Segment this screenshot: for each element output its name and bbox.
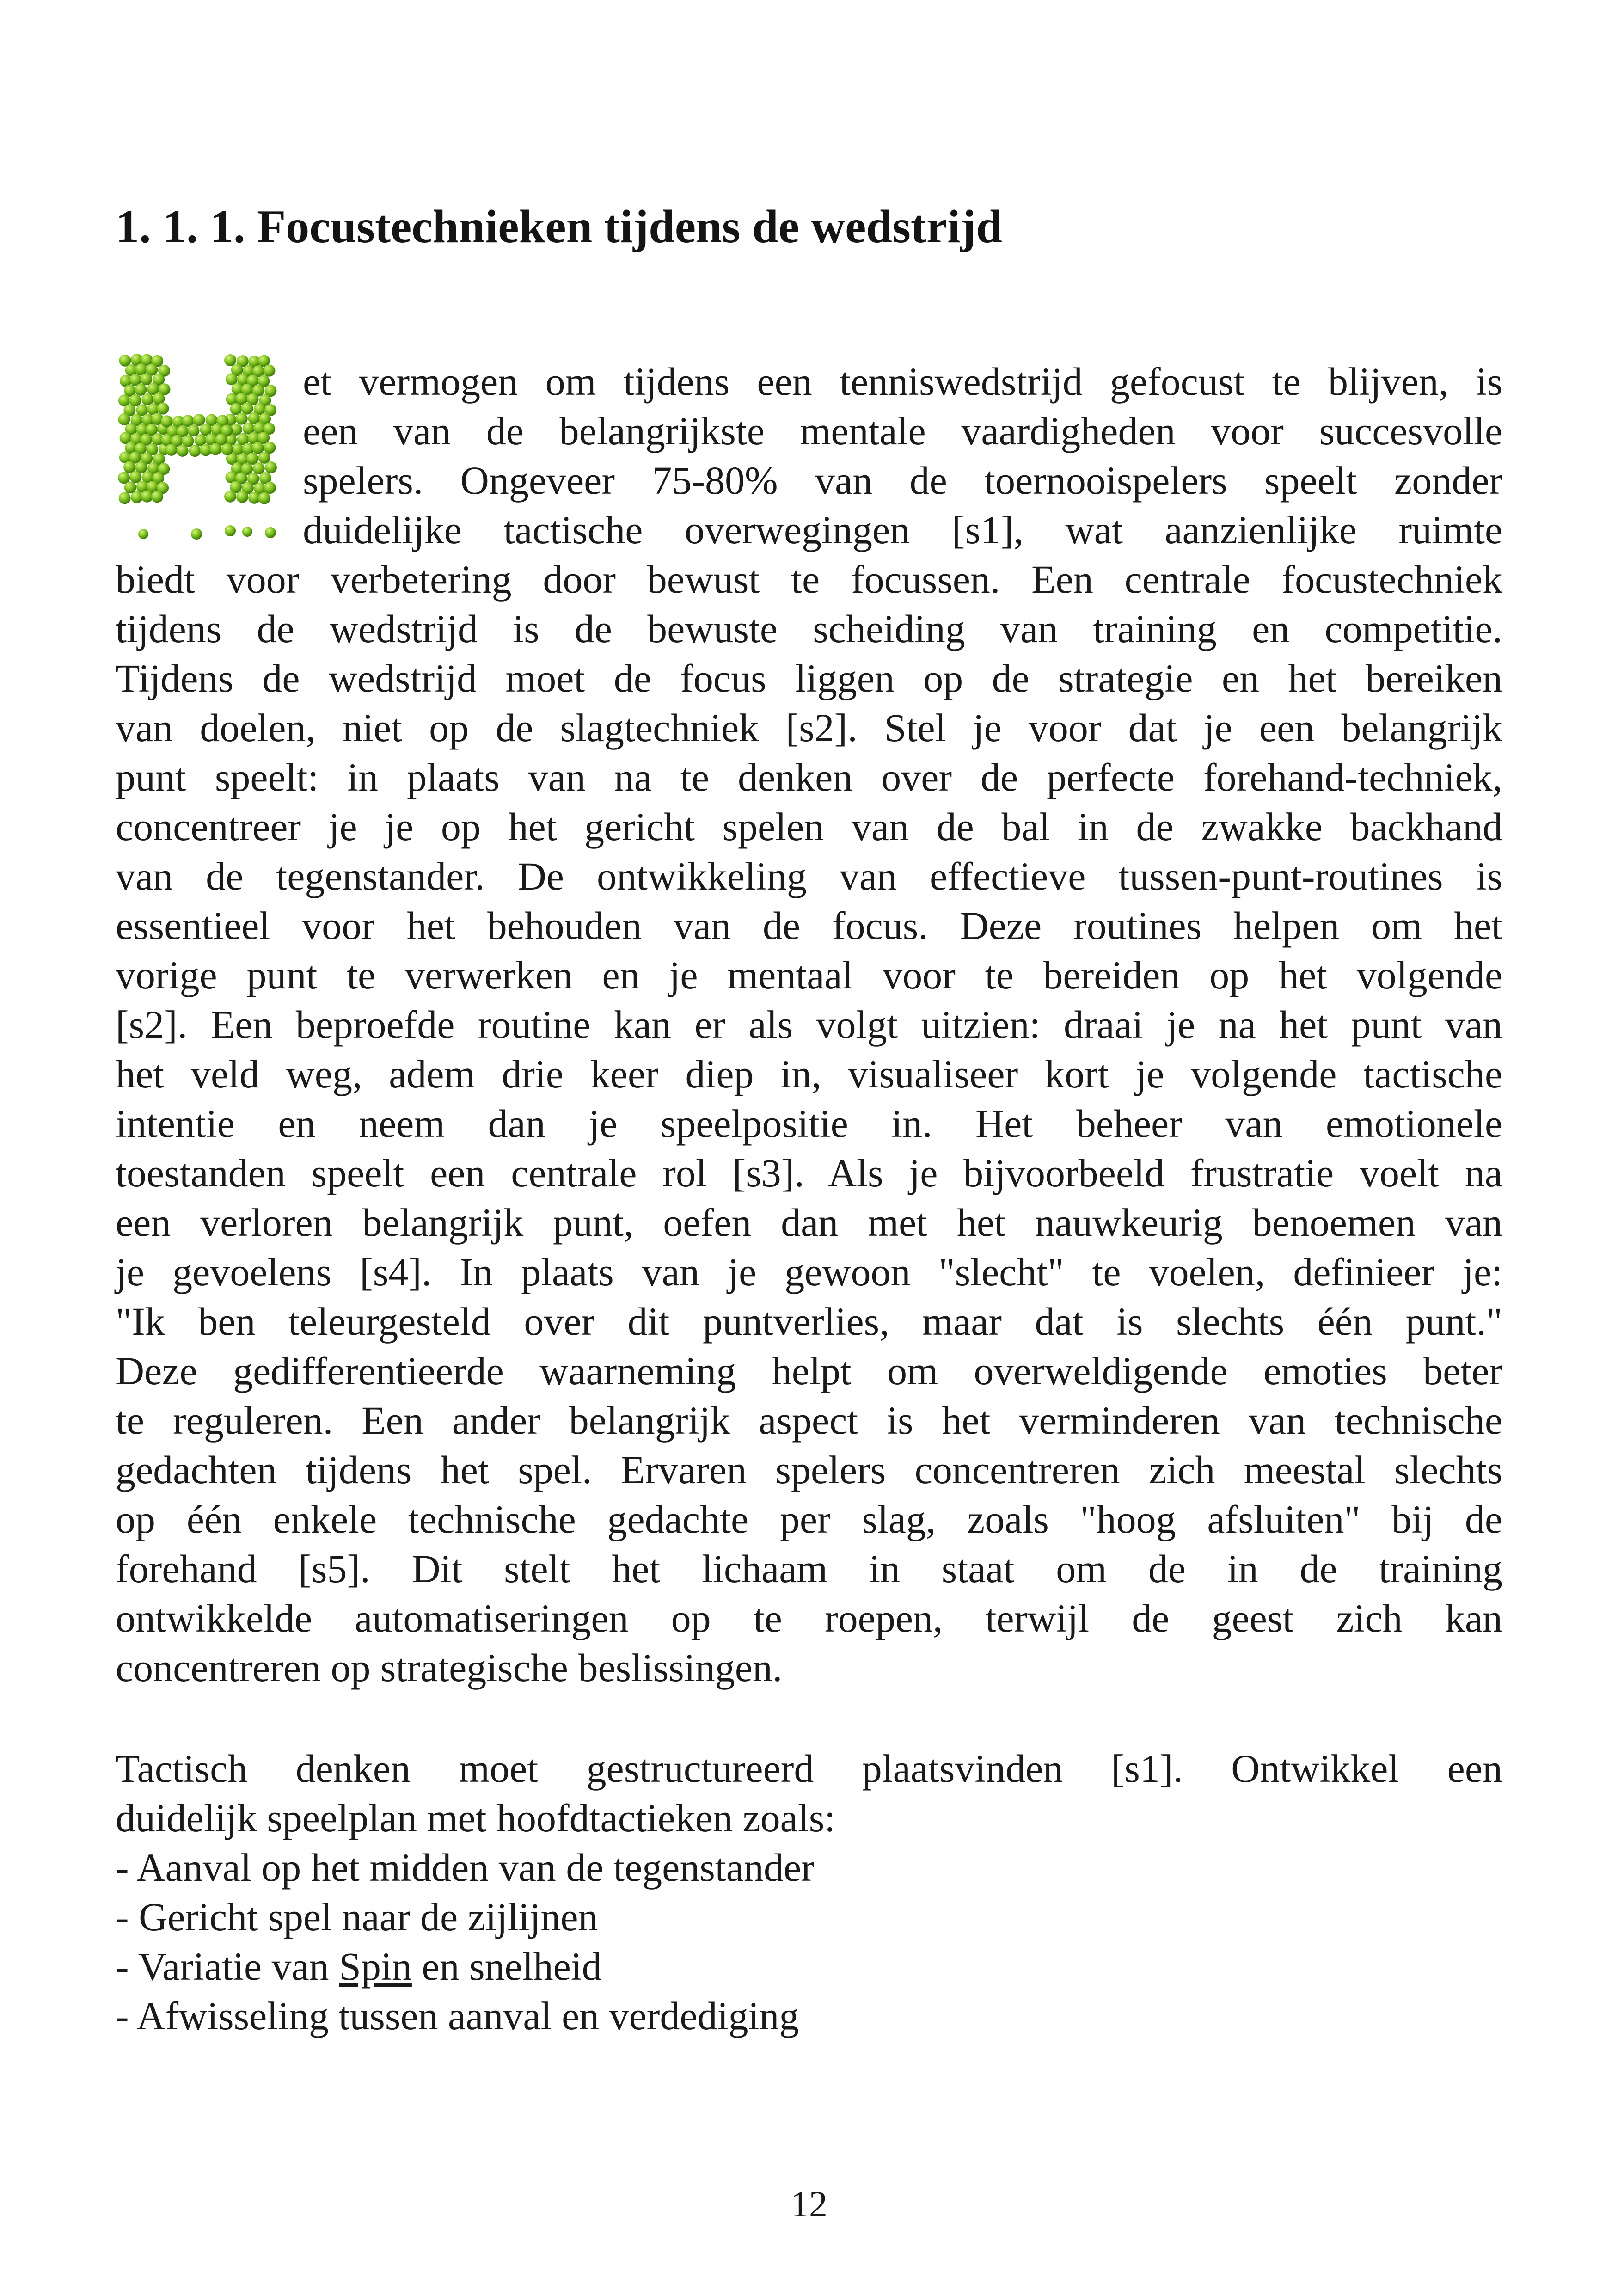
list-item: - Aanval op het midden van de tegenstander: [116, 1845, 815, 1890]
paragraph1-line: te reguleren. Een ander belangrijk aspect is het verminderen van technische: [116, 1398, 1502, 1443]
paragraph1-line: gedachten tijdens het spel. Ervaren spelers concentreren zich meestal slechts: [116, 1448, 1502, 1492]
page-number: 12: [791, 2184, 827, 2225]
paragraph1-line: een van de belangrijkste mentale vaardigheden voor succesvolle: [303, 409, 1502, 453]
paragraph1-line: vorige punt te verwerken en je mentaal voor te bereiden op het volgende: [116, 953, 1502, 997]
paragraph1-line: het veld weg, adem drie keer diep in, visualiseer kort je volgende tactische: [116, 1052, 1502, 1096]
paragraph1-line: een verloren belangrijk punt, oefen dan met het nauwkeurig benoemen van: [116, 1200, 1502, 1245]
paragraph1-line: essentieel voor het behouden van de focus. Deze routines helpen om het: [116, 903, 1502, 948]
paragraph1-line: biedt voor verbetering door bewust te focussen. Een centrale focustechniek: [116, 557, 1502, 602]
paragraph1-line: tijdens de wedstrijd is de bewuste scheiding van training en competitie.: [116, 607, 1502, 651]
drop-cap-h-peas: [116, 351, 282, 550]
paragraph1-line: concentreer je je op het gericht spelen van de bal in de zwakke backhand: [116, 804, 1502, 849]
paragraph1-line: Tijdens de wedstrijd moet de focus liggen op de strategie en het bereiken: [116, 656, 1502, 700]
paragraph1-line: van de tegenstander. De ontwikkeling van effectieve tussen-punt-routines is: [116, 854, 1502, 898]
paragraph1-line: op één enkele technische gedachte per slag, zoals "hoog afsluiten" bij de: [116, 1497, 1502, 1541]
paragraph1-line: spelers. Ongeveer 75-80% van de toernooispelers speelt zonder: [303, 458, 1502, 503]
paragraph1-line: Deze gedifferentieerde waarneming helpt om overweldigende emoties beter: [116, 1349, 1502, 1393]
list-item: [116, 1941, 1549, 1992]
paragraph1-line: et vermogen om tijdens een tenniswedstrijd gefocust te blijven, is: [303, 359, 1502, 404]
list-item: - Gericht spel naar de zijlijnen: [116, 1895, 598, 1939]
paragraph2-line: duidelijk speelplan met hoofdtactieken zoals:: [116, 1796, 836, 1840]
paragraph2-line: Tactisch denken moet gestructureerd plaatsvinden [s1]. Ontwikkel een: [116, 1746, 1502, 1791]
list-item-suffix: en snelheid: [411, 1944, 602, 1989]
spin-link[interactable]: Spin: [339, 1944, 412, 1989]
paragraph1-line: intentie en neem dan je speelpositie in. Het beheer van emotionele: [116, 1101, 1502, 1146]
paragraph1-line: duidelijke tactische overwegingen [s1], wat aanzienlijke ruimte: [303, 508, 1502, 552]
section-heading: 1. 1. 1. Focustechnieken tijdens de wedstrijd: [116, 201, 1003, 253]
paragraph1-line: [s2]. Een beproefde routine kan er als volgt uitzien: draai je na het punt van: [116, 1002, 1502, 1047]
paragraph1-line: ontwikkelde automatiseringen op te roepen, terwijl de geest zich kan: [116, 1596, 1502, 1640]
paragraph1-line: punt speelt: in plaats van na te denken over de perfecte forehand-techniek,: [116, 755, 1502, 799]
paragraph1-line: je gevoelens [s4]. In plaats van je gewoon "slecht" te voelen, definieer je:: [116, 1250, 1502, 1294]
paragraph1-line: toestanden speelt een centrale rol [s3]. Als je bijvoorbeeld frustratie voelt na: [116, 1151, 1502, 1195]
list-item: - Afwisseling tussen aanval en verdediging: [116, 1994, 799, 2038]
paragraph1-line: concentreren op strategische beslissingen.: [116, 1645, 783, 1690]
paragraph1-line: van doelen, niet op de slagtechniek [s2]. Stel je voor dat je een belangrijk: [116, 706, 1502, 750]
paragraph1-line: forehand [s5]. Dit stelt het lichaam in staat om de in de training: [116, 1547, 1502, 1591]
list-item-prefix: - Variatie van: [116, 1944, 339, 1989]
paragraph1-line: "Ik ben teleurgesteld over dit puntverlies, maar dat is slechts één punt.": [116, 1299, 1502, 1344]
